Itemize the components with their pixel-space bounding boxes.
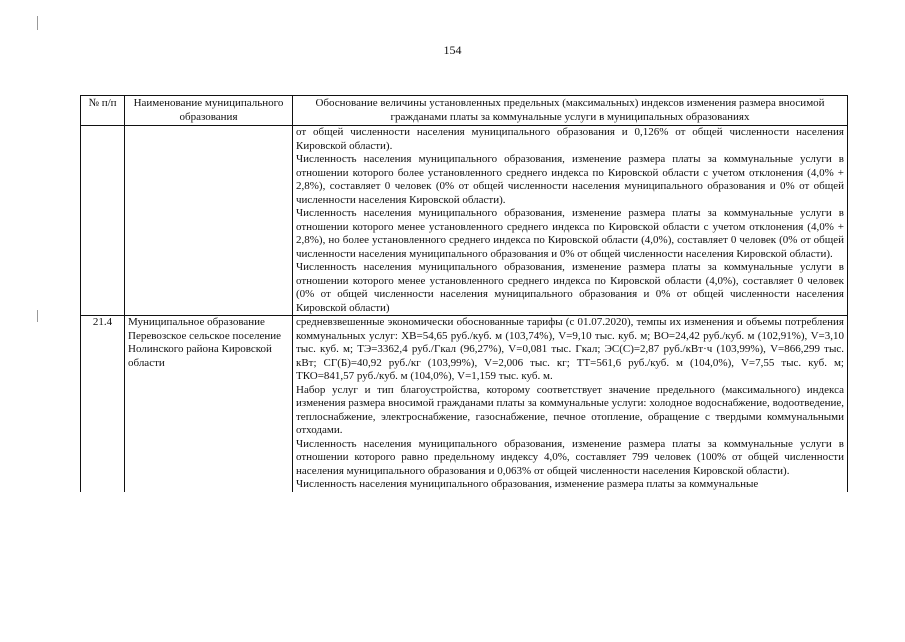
paragraph: Численность населения муниципального образования, изменение размера платы за коммунальные	[296, 478, 759, 490]
row-number-cell	[81, 126, 125, 316]
page-number: 154	[443, 43, 462, 57]
scan-edge-mark-middle	[37, 310, 38, 322]
paragraph: Набор услуг и тип благоустройства, которому соответствует значение предельного (максимального) индекса изменения размера вносимой гражданами платы за коммунальные услуги: холодное водоснабжение, водоотведение, теплоснабжение, электроснабжение, газоснабжение, печное отопление, обращение с твердыми коммунальными отходами.	[296, 383, 844, 436]
row-name-cell: Муниципальное образование Перевозское сельское поселение Нолинского района Кировской области	[125, 316, 293, 492]
table-row	[81, 126, 848, 316]
row-name-cell	[125, 126, 293, 316]
paragraph: средневзвешенные экономически обоснованные тарифы (с 01.07.2020), темпы их изменения и объемы потребления коммунальных услуг: ХВ=54,65 руб./куб. м (103,74%), V=9,10 тыс. куб. м; ВО=24,42 руб./куб. м (102,91%), V=3,10 тыс. куб. м; ТЭ=3362,4 руб./Гкал (96,27%), V=0,081 тыс. Гкал; ЭС(С)=2,87 руб./кВт·ч (103,99%), V=866,299 тыс. кВт; СГ(Б)=40,92 руб./кг (103,99%), V=2,006 тыс. кг; ТТ=561,6 руб./куб. м (104,0%), V=7,55 тыс. куб. м; ТКО=841,57 руб./куб. м (104,0%), V=1,159 тыс. куб. м.	[296, 316, 844, 382]
header-justification-cell: Обоснование величины установленных предельных (максимальных) индексов изменения размера вносимой гражданами платы за коммунальные услуги в муниципальных образованиях	[293, 96, 848, 126]
header-name-cell: Наименование муниципального образования	[125, 96, 293, 126]
paragraph: Численность населения муниципального образования, изменение размера платы за коммунальные услуги в отношении которого менее установленного среднего индекса по Кировской области с учетом отклонения (4,0% + 2,8%), но более установленного среднего индекса по Кировской области (4,0%), составляет 0 человек (0% от общей численности населения муниципального образования и 0% от общей численности населения Кировской области).	[296, 207, 844, 260]
row-justification-cell	[293, 126, 848, 316]
row-justification-cell	[293, 316, 848, 492]
table-header-row	[81, 96, 848, 126]
paragraph: Численность населения муниципального образования, изменение размера платы за коммунальные услуги в отношении которого более установленного среднего индекса по Кировской области с учетом отклонения (4,0% + 2,8%), составляет 0 человек (0% от общей численности населения муниципального образования и 0% от общей численности населения Кировской области).	[296, 153, 844, 206]
document-table	[80, 95, 848, 492]
paragraph: Численность населения муниципального образования, изменение размера платы за коммунальные услуги в отношении которого менее установленного среднего индекса по Кировской области (4,0%), составляет 0 человек (0% от общей численности населения муниципального образования и 0% от общей численности населения Кировской области)	[296, 261, 844, 314]
row-number-cell: 21.4	[81, 316, 125, 492]
paragraph: Численность населения муниципального образования, изменение размера платы за коммунальные услуги в отношении которого равно предельному индексу 4,0%, составляет 799 человек (100% от общей численности населения муниципального образования и 0,063% от общей численности населения Кировской области).	[296, 437, 844, 477]
page-bottom-margin	[0, 582, 905, 642]
table-row	[81, 316, 848, 492]
header-number-cell: № п/п	[81, 96, 125, 126]
paragraph: от общей численности населения муниципального образования и 0,126% от общей численности населения Кировской области).	[296, 126, 844, 152]
scan-edge-mark-top	[37, 16, 38, 30]
